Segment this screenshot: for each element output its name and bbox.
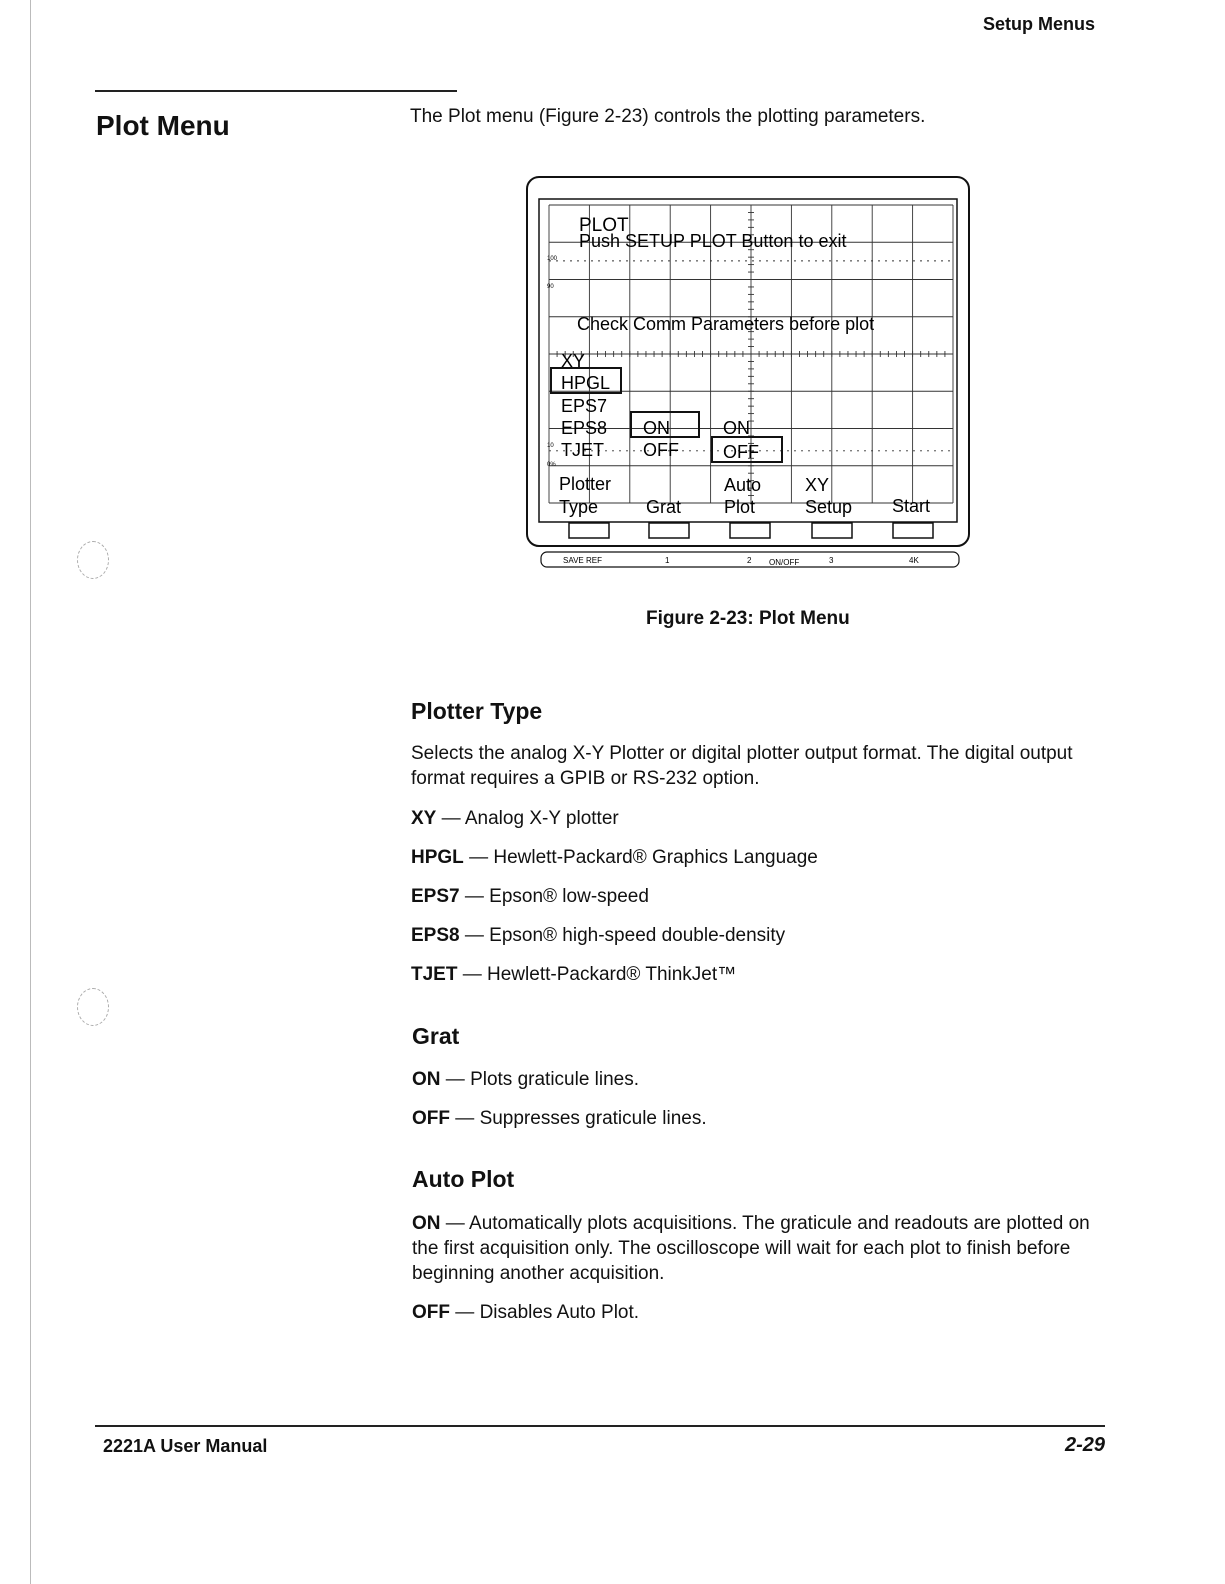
page-margin-line [30, 0, 31, 1584]
menu-label-xy: XY [805, 475, 830, 495]
definition-item [412, 1106, 1102, 1131]
binder-hole-mark [77, 988, 109, 1026]
em-dash: — [441, 808, 461, 829]
definition-desc: Plots graticule lines. [470, 1069, 640, 1090]
definition-desc: Disables Auto Plot. [479, 1302, 640, 1323]
definition-desc: Suppresses graticule lines. [479, 1108, 707, 1129]
definition-term: OFF [412, 1108, 450, 1129]
plotter-option-eps7: EPS7 [561, 396, 608, 416]
section-rule [95, 90, 457, 92]
definition-item [412, 1067, 1102, 1092]
intro-paragraph: The Plot menu (Figure 2-23) controls the plotting parameters. [410, 106, 926, 127]
definition-desc: Automatically plots acquisitions. The graticule and readouts are plotted on the first acquisition only. The oscilloscope will wait for each plot to finish before beginning another acquisition. [412, 1213, 1090, 1284]
bezel-button [812, 523, 852, 538]
bezel-button [649, 523, 689, 538]
em-dash: — [462, 964, 482, 985]
definition-item [411, 962, 1101, 987]
bezel-label-on-off: ON/OFF [769, 558, 800, 567]
em-dash: — [464, 886, 484, 907]
menu-label-setup: Setup [805, 497, 853, 517]
plotter-option-xy: XY [561, 351, 586, 371]
bezel-buttons [569, 523, 933, 538]
grat-option-off: OFF [643, 440, 679, 460]
definition-desc: Hewlett-Packard® Graphics Language [493, 847, 818, 868]
definition-item [411, 923, 1101, 948]
definition-term: ON [412, 1069, 441, 1090]
plotter-type-heading: Plotter Type [411, 698, 543, 724]
definition-term: TJET [411, 964, 458, 985]
bezel-button [730, 523, 770, 538]
definition-desc: Hewlett-Packard® ThinkJet™ [487, 964, 737, 985]
plot-menu-figure [525, 175, 971, 570]
bezel-button [569, 523, 609, 538]
auto-plot-heading: Auto Plot [412, 1166, 515, 1192]
plotter-option-tjet: TJET [561, 440, 604, 460]
definition-desc: Epson® low-speed [489, 886, 649, 907]
bezel-label-2: 2 [747, 556, 752, 565]
scale-mark: 10 [547, 443, 554, 449]
grat-heading-text: Grat [412, 1023, 460, 1049]
screen-instruction: Push SETUP PLOT Button to exit [579, 231, 847, 251]
running-header: Setup Menus [982, 14, 1095, 34]
menu-label-grat: Grat [646, 497, 682, 517]
definition-term: XY [411, 808, 437, 829]
definition-desc: Epson® high-speed double-density [489, 925, 786, 946]
definition-item [411, 884, 1101, 909]
menu-label-start: Start [892, 496, 931, 516]
scale-mark: 0% [547, 462, 556, 468]
definition-term: HPGL [411, 847, 464, 868]
menu-label-plotter: Plotter [559, 474, 612, 494]
grat-section [412, 1023, 459, 1050]
definition-item [412, 1211, 1104, 1286]
em-dash: — [455, 1302, 475, 1323]
definition-term: ON [412, 1213, 441, 1234]
menu-label-plot: Plot [724, 497, 756, 517]
em-dash: — [445, 1069, 465, 1090]
scale-mark: 100 [547, 256, 558, 262]
bezel-label-4k: 4K [909, 556, 919, 565]
bezel-button [893, 523, 933, 538]
definition-item [411, 845, 1101, 870]
bezel-label-save-ref: SAVE REF [563, 556, 602, 565]
footer-rule [95, 1425, 1105, 1427]
em-dash: — [464, 925, 484, 946]
em-dash: — [469, 847, 489, 868]
definition-term: OFF [412, 1302, 450, 1323]
check-comm-message: Check Comm Parameters before plot [577, 314, 875, 334]
menu-label-type: Type [559, 497, 599, 517]
page-number: 2-29 [1064, 1434, 1105, 1456]
definition-desc: Analog X-Y plotter [464, 808, 619, 829]
figure-caption: Figure 2-23: Plot Menu [646, 608, 850, 629]
page-title: Plot Menu [96, 110, 230, 141]
plotter-type-description: Selects the analog X-Y Plotter or digital plotter output format. The digital output format requires a GPIB or RS-232 option. [411, 743, 1073, 789]
footer-manual-title: 2221A User Manual [103, 1436, 268, 1456]
bezel-label-1: 1 [665, 556, 670, 565]
plotter-option-eps8: EPS8 [561, 418, 608, 438]
plotter-option-hpgl: HPGL [561, 373, 611, 393]
auto-plot-section [412, 1166, 514, 1193]
definition-term: EPS7 [411, 886, 460, 907]
auto-plot-option-off: OFF [723, 442, 759, 462]
binder-hole-mark [77, 541, 109, 579]
definition-term: EPS8 [411, 925, 460, 946]
auto-plot-option-on: ON [723, 418, 750, 438]
screen-title: PLOT [579, 215, 629, 236]
em-dash: — [445, 1213, 465, 1234]
em-dash: — [455, 1108, 475, 1129]
plotter-type-section [411, 698, 1101, 791]
menu-label-auto: Auto [724, 475, 762, 495]
scale-mark: 90 [547, 284, 554, 290]
definition-item [411, 806, 1101, 831]
bezel-label-3: 3 [829, 556, 834, 565]
definition-item [412, 1300, 1102, 1325]
grat-option-on: ON [643, 418, 670, 438]
